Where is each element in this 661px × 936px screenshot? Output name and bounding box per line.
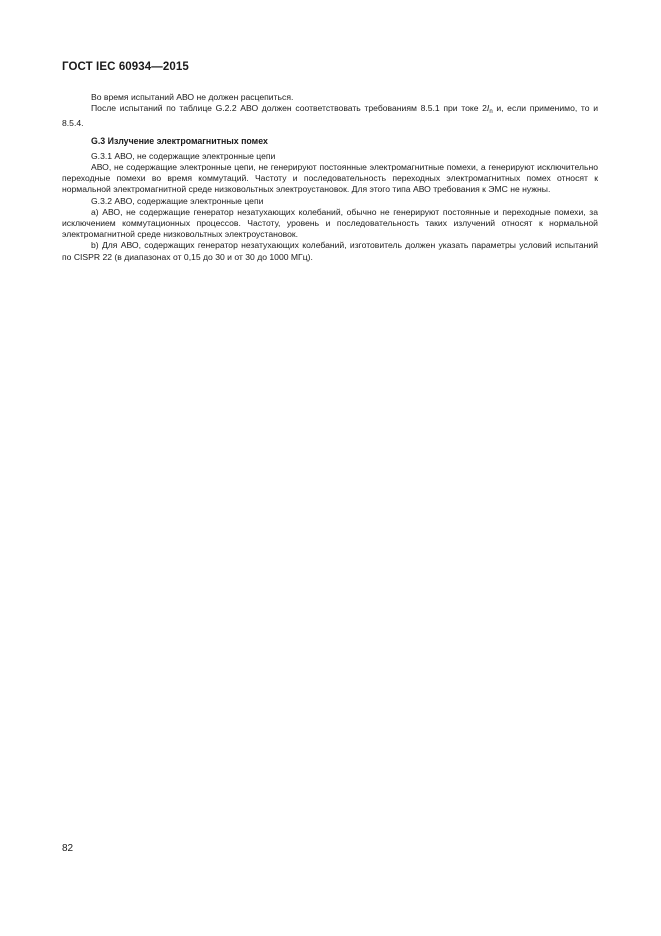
paragraph-after-tests — [62, 103, 598, 129]
current-subscript: n — [489, 109, 493, 116]
current-symbol: I — [486, 103, 490, 114]
paragraph-text: и, если применимо, то и 8.5.4. — [62, 103, 598, 129]
section-heading-g3: G.3 Излучение электромагнитных помех — [91, 135, 268, 146]
paragraph-trip: Во время испытаний АВО не должен расцепиться. — [91, 92, 294, 102]
paragraph-g32-b: b) Для АВО, содержащих генератор незатухающих колебаний, изготовитель должен указать параметры условий испытаний по CISPR 22 (в диапазонах от 0,15 до 30 и от 30 до 1000 МГц). — [62, 240, 598, 262]
subsection-title-g32: G.3.2 АВО, содержащие электронные цепи — [91, 195, 264, 206]
paragraph-g31: АВО, не содержащие электронные цепи, не генерируют постоянные электромагнитные помехи, а генерируют исключительно переходные помехи во время коммутаций. Частоту и последовательность переходных электромагнитных помех относят к нормальной электромагнитной среде низковольтных электроустановок. Для этого типа АВО требования к ЭМС не нужны. — [62, 162, 598, 195]
subsection-title-g31: G.3.1 АВО, не содержащие электронные цепи — [91, 150, 276, 161]
page-number: 82 — [62, 843, 74, 854]
paragraph-text: После испытаний по таблице G.2.2 АВО должен соответствовать требованиям 8.5.1 при токе 2 — [91, 103, 487, 114]
paragraph-g32-a: a) АВО, не содержащие генератор незатухающих колебаний, обычно не генерируют постоянные и переходные помехи, за исключением коммутационных процессов. Частоту, уровень и последовательность таких излучений относят к нормальной электромагнитной среде низковольтных электроустановок. — [62, 206, 598, 240]
document-header: ГОСТ IEC 60934—2015 — [62, 61, 189, 73]
document-body — [62, 92, 598, 263]
